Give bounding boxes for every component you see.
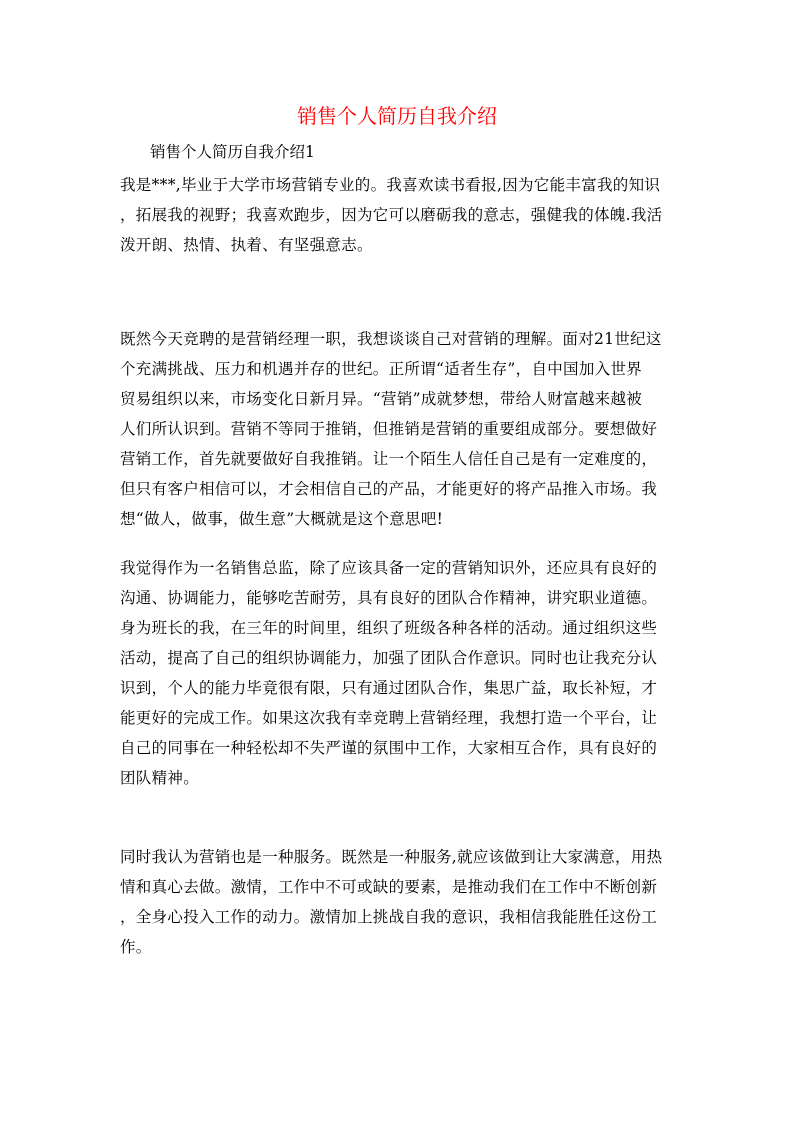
paragraph-line: 同时我认为营销也是一种服务。既然是一种服务,就应该做到让大家满意，用热 (120, 848, 663, 866)
paragraph-line: ，全身心投入工作的动力。激情加上挑战自我的意识，我相信我能胜任这份工 (120, 908, 658, 926)
paragraph-line: 泼开朗、热情、执着、有坚强意志。 (120, 236, 373, 254)
document-subtitle: 销售个人简历自我介绍1 (150, 143, 315, 161)
document-title: 销售个人简历自我介绍 (297, 104, 497, 128)
paragraph-line: 团队精神。 (120, 769, 200, 787)
paragraph-1 (120, 170, 680, 260)
paragraph-3 (120, 553, 680, 793)
paragraph-line: 情和真心去做。激情，工作中不可或缺的要素，是推动我们在工作中不断创新 (120, 878, 658, 896)
paragraph-line: 贸易组织以来，市场变化日新月异。“营销”成就梦想，带给人财富越来越被 (120, 390, 643, 408)
paragraph-2 (120, 324, 680, 534)
paragraph-line: 能更好的完成工作。如果这次我有幸竞聘上营销经理，我想打造一个平台，让 (120, 709, 658, 727)
paragraph-line: 沟通、协调能力，能够吃苦耐劳，具有良好的团队合作精神，讲究职业道德。 (120, 589, 658, 607)
paragraph-line: 想“做人，做事，做生意”大概就是这个意思吧! (120, 510, 444, 528)
paragraph-line: 人们所认识到。营销不等同于推销，但推销是营销的重要组成部分。要想做好 (120, 420, 658, 438)
paragraph-line: 自己的同事在一种轻松却不失严谨的氛围中工作，大家相互合作，具有良好的 (120, 739, 658, 757)
paragraph-line: 身为班长的我，在三年的时间里，组织了班级各种各样的活动。通过组织这些 (120, 619, 658, 637)
paragraph-4 (120, 842, 680, 962)
paragraph-line: 作。 (120, 938, 152, 956)
paragraph-line: 个充满挑战、压力和机遇并存的世纪。正所谓“适者生存”，自中国加入世界 (120, 360, 643, 378)
paragraph-line: 识到，个人的能力毕竟很有限，只有通过团队合作，集思广益，取长补短，才 (120, 679, 658, 697)
paragraph-line: 活动，提高了自己的组织协调能力，加强了团队合作意识。同时也让我充分认 (120, 649, 658, 667)
paragraph-line: 但只有客户相信可以，才会相信自己的产品，才能更好的将产品推入市场。我 (120, 480, 658, 498)
paragraph-line: 我觉得作为一名销售总监，除了应该具备一定的营销知识外，还应具有良好的 (120, 559, 658, 577)
paragraph-line: 营销工作，首先就要做好自我推销。让一个陌生人信任自己是有一定难度的， (120, 450, 658, 468)
paragraph-line: ，拓展我的视野；我喜欢跑步，因为它可以磨砺我的意志，强健我的体魄.我活 (120, 206, 663, 224)
paragraph-line: 我是***,毕业于大学市场营销专业的。我喜欢读书看报,因为它能丰富我的知识 (120, 176, 661, 194)
paragraph-line: 既然今天竞聘的是营销经理一职，我想谈谈自己对营销的理解。面对21世纪这 (120, 330, 662, 348)
